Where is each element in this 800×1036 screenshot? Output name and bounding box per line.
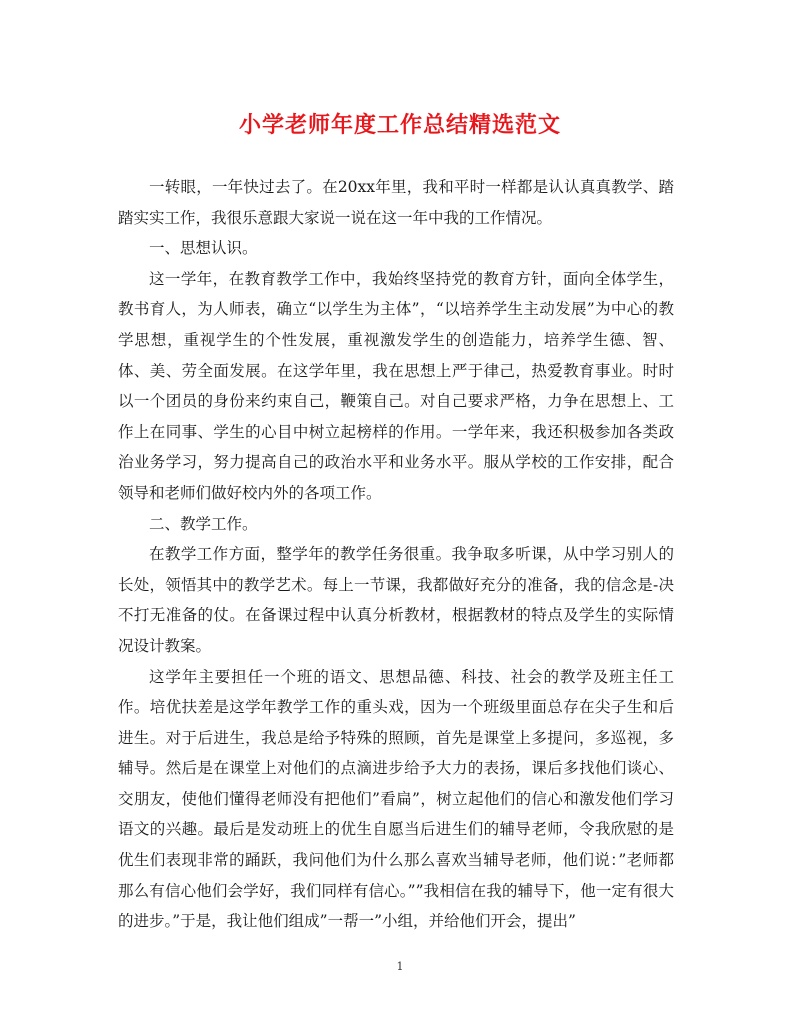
page-number: 1 — [396, 960, 404, 973]
document-body — [118, 172, 674, 937]
paragraph-teaching: 在教学工作方面，整学年的教学任务很重。我争取多听课，从中学习别人的长处，领悟其中的教学艺术。每上一节课，我都做好充分的准备，我的信念是-决不打无准备的仗。在备课过程中认真分析教材，根据教材的特点及学生的实际情况设计教案。 — [118, 545, 674, 655]
paragraph-intro: 一转眼，一年快过去了。在20xx年里，我和平时一样都是认认真真教学、踏踏实实工作，我很乐意跟大家说一说在这一年中我的工作情况。 — [118, 178, 674, 227]
paragraph-thought: 这一学年，在教育教学工作中，我始终坚持党的教育方针，面向全体学生，教书育人，为人师表，确立“以学生为主体”，“以培养学生主动发展”为中心的教学思想，重视学生的个性发展，重视激发学生的创造能力，培养学生德、智、体、美、劳全面发展。在这学年里，我在思想上严于律己，热爱教育事业。时时以一个团员的身份来约束自己，鞭策自己。对自己要求严格，力争在思想上、工作上在同事、学生的心目中树立起榜样的作用。一学年来，我还积极参加各类政治业务学习，努力提高自己的政治水平和业务水平。服从学校的工作安排，配合领导和老师们做好校内外的各项工作。 — [118, 269, 674, 502]
document-title: 小学老师年度工作总结精选范文 — [238, 112, 561, 138]
heading-teaching: 二、教学工作。 — [149, 514, 258, 533]
paragraph-class-work: 这学年主要担任一个班的语文、思想品德、科技、社会的教学及班主任工作。培优扶差是这学年教学工作的重头戏，因为一个班级里面总存在尖子生和后进生。对于后进生，我总是给予特殊的照顾，首先是课堂上多提问，多巡视，多辅导。然后是在课堂上对他们的点滴进步给予大力的表扬，课后多找他们谈心、交朋友，使他们懂得老师没有把他们”看扁”，树立起他们的信心和激发他们学习语文的兴趣。最后是发动班上的优生自愿当后进生们的辅导老师，令我欣慰的是优生们表现非常的踊跃，我问他们为什么那么喜欢当辅导老师，他们说：”老师都那么有信心他们会学好，我们同样有信心。””我相信在我的辅导下，他一定有很大的进步。”于是，我让他们组成”一帮一”小组，并给他们开会，提出” — [118, 667, 674, 931]
heading-thought: 一、思想认识。 — [149, 239, 258, 258]
